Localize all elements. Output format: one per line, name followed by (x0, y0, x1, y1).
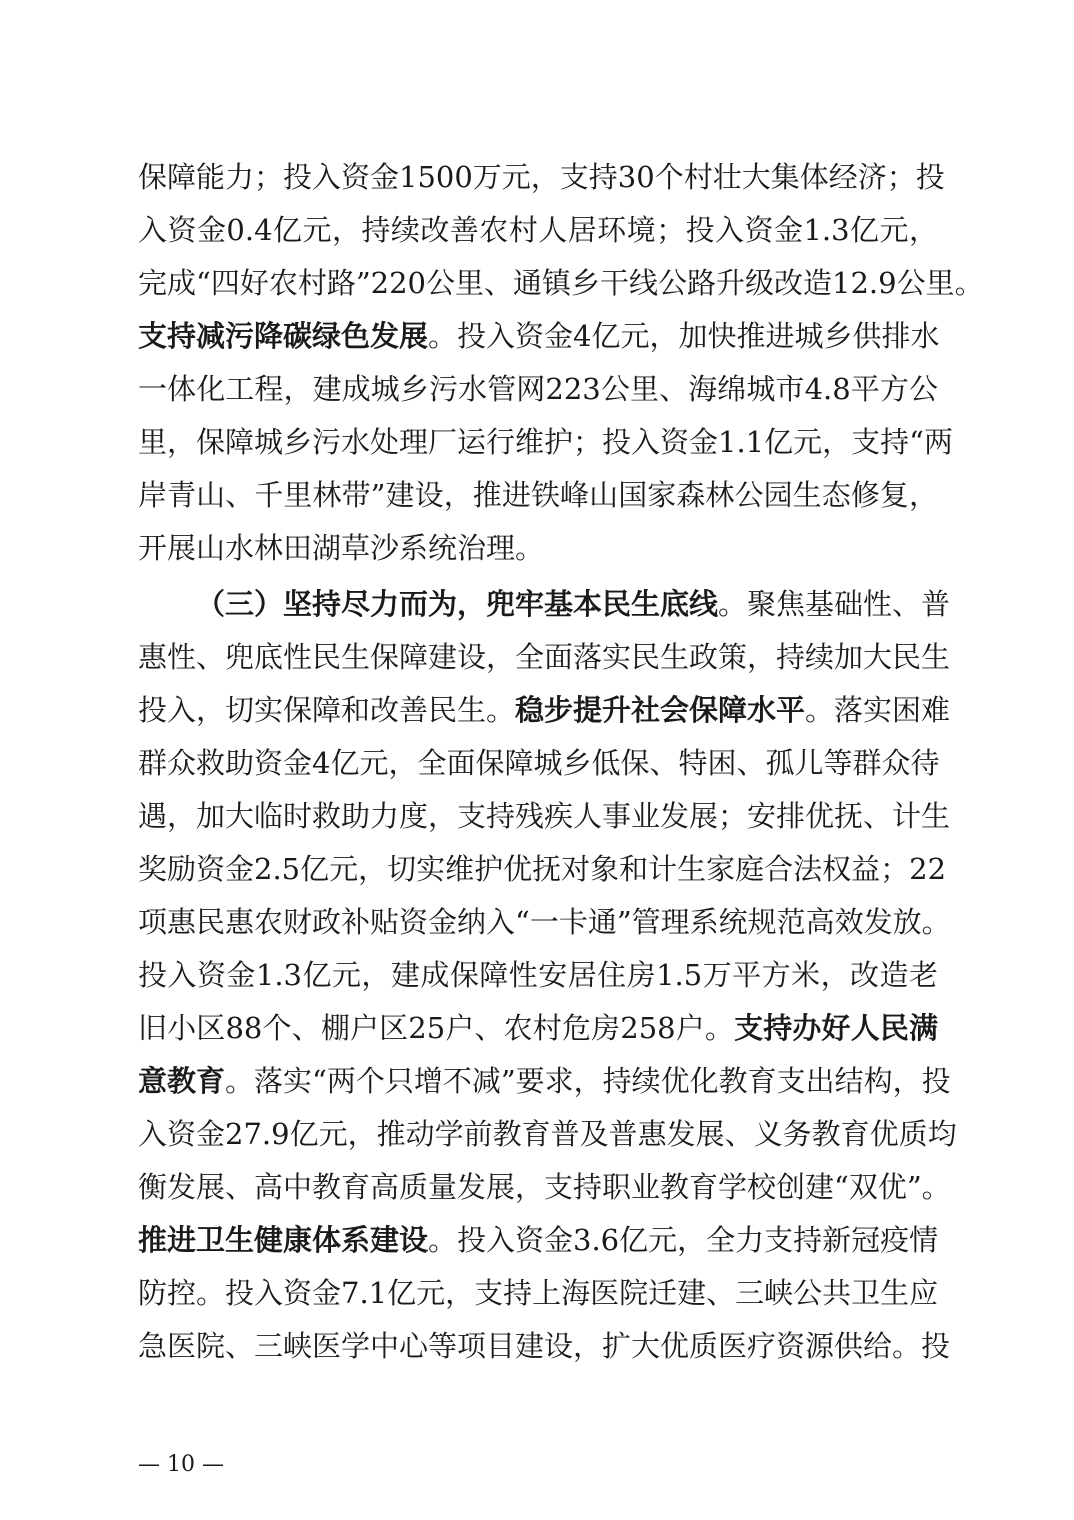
bold-heading-run: 稳步提升社会保障水平 (515, 693, 806, 727)
text-line (138, 845, 947, 893)
text-run: 入资金27.9亿元，推动学前教育普及普惠发展、义务教育优质均 (138, 1117, 957, 1151)
text-run: 。聚焦基础性、普 (718, 587, 951, 621)
text-run: 急医院、三峡医学中心等项目建设，扩大优质医疗资源供给。投 (138, 1329, 951, 1363)
text-run: 开展山水林田湖草沙系统治理。 (138, 531, 545, 565)
section-heading: （三）坚持尽力而为，兜牢基本民生底线 (196, 587, 719, 621)
text-run: 。落实困难 (805, 693, 951, 727)
text-line (138, 633, 951, 681)
text-run: 。落实“两个只增不减”要求，持续优化教育支出结构，投 (225, 1064, 951, 1098)
text-run: 防控。投入资金7.1亿元，支持上海医院迁建、三峡公共卫生应 (138, 1276, 939, 1310)
text-line (138, 1163, 951, 1211)
text-run: 旧小区88个、棚户区25户、农村危房258户。 (138, 1011, 735, 1045)
text-line (138, 206, 938, 254)
bold-heading-run: 支持办好人民满 (734, 1011, 938, 1045)
text-line (138, 1004, 938, 1052)
text-run: 项惠民惠农财政补贴资金纳入“一卡通”管理系统规范高效发放。 (138, 905, 951, 939)
text-line (138, 1269, 938, 1317)
text-run: 一体化工程，建成城乡污水管网223公里、海绵城市4.8平方公 (138, 372, 938, 406)
text-run: 投入，切实保障和改善民生。 (138, 693, 516, 727)
text-line (138, 739, 938, 787)
text-line (138, 792, 951, 840)
text-line (138, 951, 938, 999)
text-run: 遇，加大临时救助力度，支持残疾人事业发展；安排优抚、计生 (138, 799, 951, 833)
text-run: 衡发展、高中教育高质量发展，支持职业教育学校创建“双优”。 (138, 1170, 951, 1204)
text-run: 岸青山、千里林带”建设，推进铁峰山国家森林公园生态修复， (138, 478, 938, 512)
text-line (138, 686, 951, 734)
text-line (138, 1322, 951, 1370)
text-line (138, 365, 938, 413)
bold-heading-run: 支持减污降碳绿色发展 (138, 319, 429, 353)
text-line (138, 418, 953, 466)
text-line (138, 898, 951, 946)
bold-heading-run: 意教育 (138, 1064, 226, 1098)
text-line (138, 312, 938, 360)
text-run: 保障能力；投入资金1500万元，支持30个村壮大集体经济；投 (138, 160, 945, 194)
text-run: 入资金0.4亿元，持续改善农村人居环境；投入资金1.3亿元， (138, 213, 938, 247)
text-line (138, 1057, 951, 1105)
text-line (138, 153, 945, 201)
text-line (138, 524, 938, 572)
text-line (138, 471, 938, 519)
text-run: 群众救助资金4亿元，全面保障城乡低保、特困、孤儿等群众待 (138, 746, 940, 780)
section-heading-line (196, 580, 951, 628)
text-run: 。投入资金4亿元，加快推进城乡供排水 (428, 319, 940, 353)
text-run: 完成“四好农村路”220公里、通镇乡干线公路升级改造12.9公里。 (138, 266, 984, 300)
page-number: — 10 — (138, 1452, 224, 1477)
bold-heading-run: 推进卫生健康体系建设 (138, 1223, 429, 1257)
text-line (138, 1216, 938, 1264)
text-run: 投入资金1.3亿元，建成保障性安居住房1.5万平方米，改造老 (138, 958, 938, 992)
text-run: 里，保障城乡污水处理厂运行维护；投入资金1.1亿元，支持“两 (138, 425, 953, 459)
text-line (138, 259, 984, 307)
text-run: 。投入资金3.6亿元，全力支持新冠疫情 (428, 1223, 939, 1257)
text-line (138, 1110, 957, 1158)
text-run: 奖励资金2.5亿元，切实维护优抚对象和计生家庭合法权益；22 (138, 852, 947, 886)
text-run: 惠性、兜底性民生保障建设，全面落实民生政策，持续加大民生 (138, 640, 951, 674)
